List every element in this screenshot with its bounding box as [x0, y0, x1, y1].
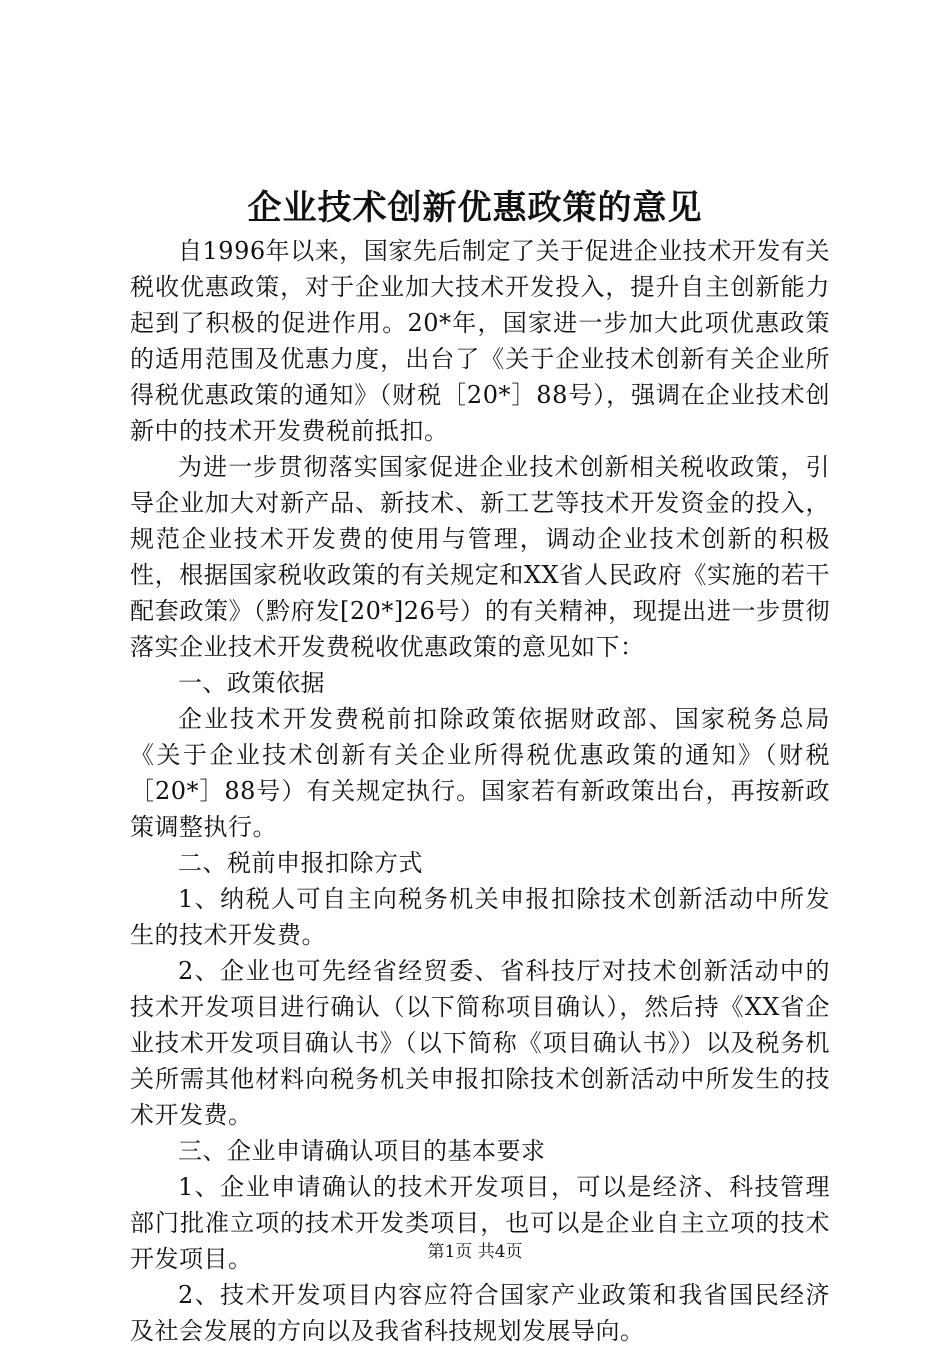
section-heading-policy-basis: 一、政策依据: [178, 669, 325, 697]
section-heading-requirements: 三、企业申请确认项目的基本要求: [178, 1137, 546, 1165]
paragraph-purpose: 为进一步贯彻落实国家促进企业技术创新相关税收政策，引导企业加大对新产品、新技术、新工艺等技术开发资金的投入，规范企业技术开发费的使用与管理，调动企业技术创新的积极性，根据国家税收政策的有关规定和XX省人民政府《实施的若干配套政策》（黔府发[20*]26号）的有关精神，现提出进一步贯彻落实企业技术开发费税收优惠政策的意见如下：: [130, 453, 830, 661]
section-heading-deduction-method: 二、税前申报扣除方式: [178, 849, 423, 877]
paragraph-requirement-1: 1、企业申请确认的技术开发项目，可以是经济、科技管理部门批准立项的技术开发类项目，也可以是企业自主立项的技术开发项目。: [130, 1173, 830, 1273]
paragraph-intro: 自1996年以来，国家先后制定了关于促进企业技术开发有关税收优惠政策，对于企业加大技术开发投入，提升自主创新能力起到了积极的促进作用。20*年，国家进一步加大此项优惠政策的适用范围及优惠力度，出台了《关于企业技术创新有关企业所得税优惠政策的通知》（财税［20*］88号），强调在企业技术创新中的技术开发费税前抵扣。: [130, 237, 830, 445]
page-footer: 第1页 共4页: [427, 1242, 523, 1262]
document-title: 企业技术创新优惠政策的意见: [247, 188, 703, 228]
paragraph-deduction-item-2: 2、企业也可先经省经贸委、省科技厅对技术创新活动中的技术开发项目进行确认（以下简称项目确认），然后持《XX省企业技术开发项目确认书》（以下简称《项目确认书》）以及税务机关所需其他材料向税务机关申报扣除技术创新活动中所发生的技术开发费。: [130, 957, 830, 1129]
paragraph-requirement-2: 2、技术开发项目内容应符合国家产业政策和我省国民经济及社会发展的方向以及我省科技规划发展导向。: [130, 1281, 830, 1345]
paragraph-deduction-item-1: 1、纳税人可自主向税务机关申报扣除技术创新活动中所发生的技术开发费。: [130, 885, 830, 949]
document-body: [130, 233, 830, 1349]
paragraph-policy-basis: 企业技术开发费税前扣除政策依据财政部、国家税务总局《关于企业技术创新有关企业所得税优惠政策的通知》（财税［20*］88号）有关规定执行。国家若有新政策出台，再按新政策调整执行。: [130, 705, 830, 841]
